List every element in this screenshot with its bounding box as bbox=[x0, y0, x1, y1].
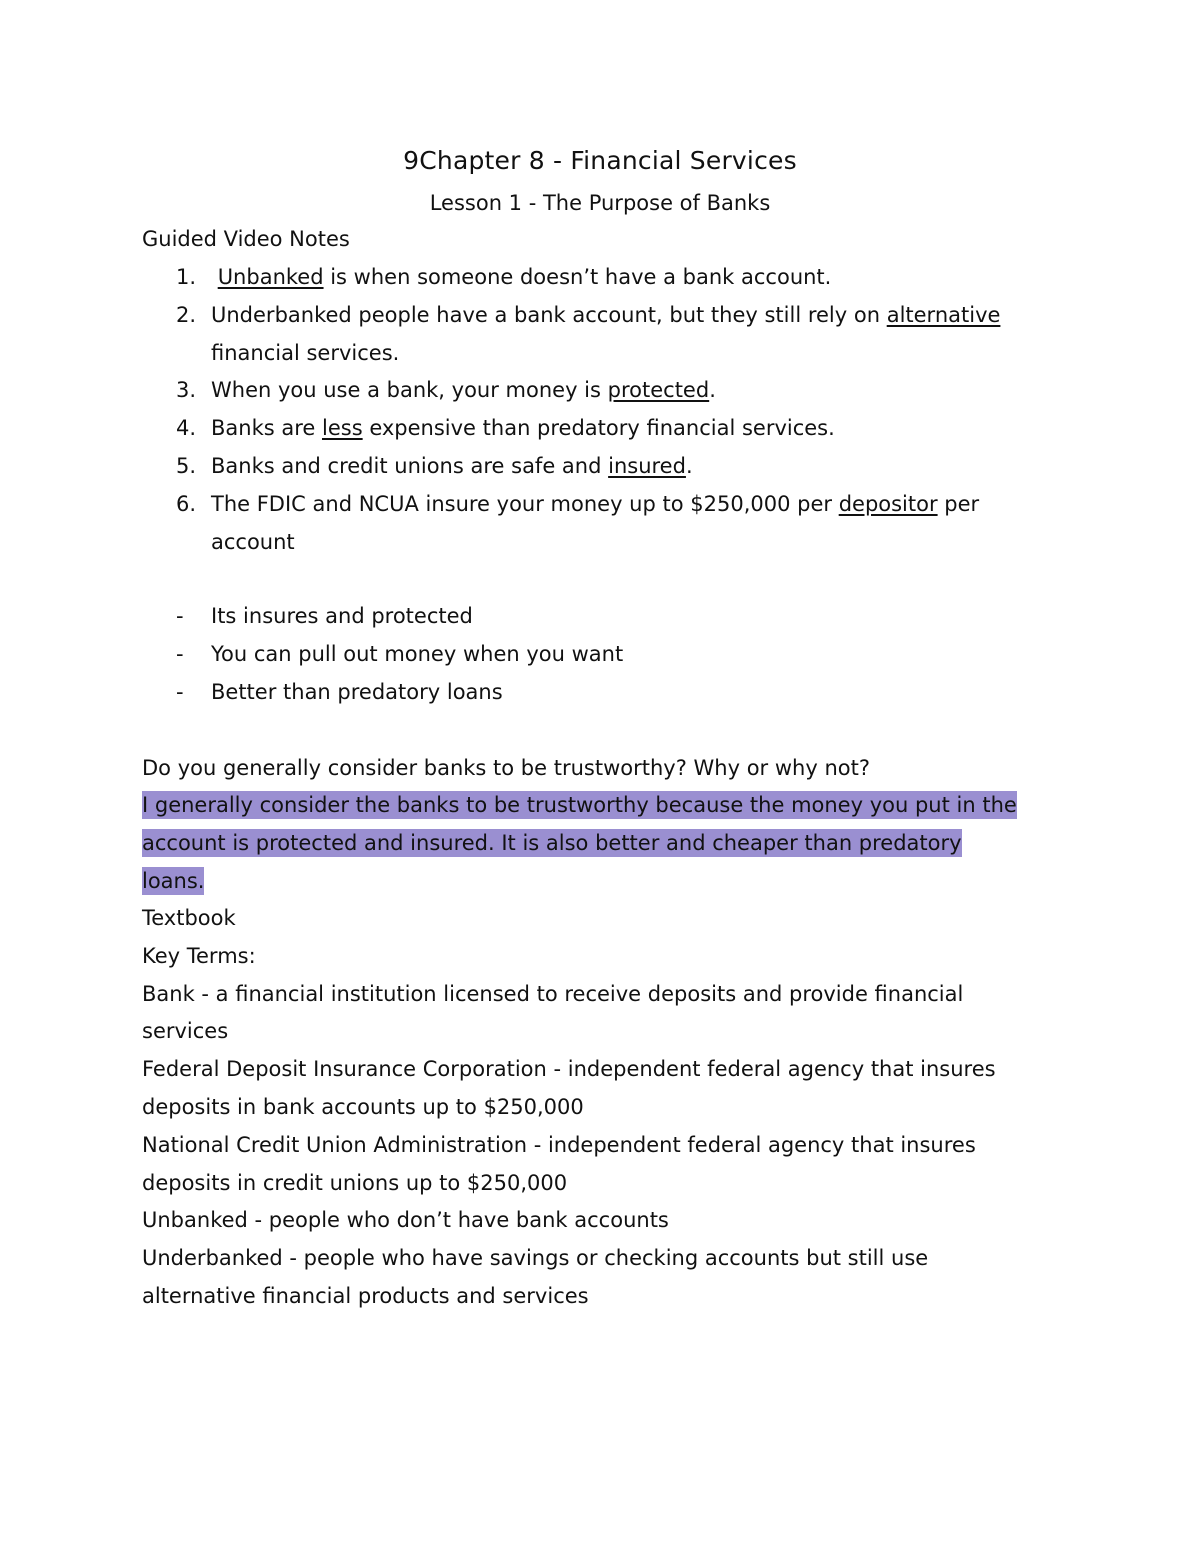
list-item-continuation: financial services. bbox=[211, 340, 400, 365]
highlighted-text: account is protected and insured. It is also better and cheaper than predatory bbox=[142, 830, 962, 855]
answer-line bbox=[142, 863, 1072, 901]
list-item-text-pre bbox=[211, 265, 218, 289]
list-number: 3. bbox=[176, 378, 197, 403]
textbook-heading: Textbook bbox=[142, 906, 236, 930]
list-item-text bbox=[211, 378, 716, 402]
list-item-text-pre: The FDIC and NCUA insure your money up to $250,000 per bbox=[211, 491, 839, 516]
list-item bbox=[142, 372, 1072, 410]
list-item bbox=[142, 410, 1072, 448]
list-item-text-post: . bbox=[685, 453, 693, 478]
list-item-text-post: is when someone doesn’t have a bank account. bbox=[323, 265, 832, 289]
list-number: 2. bbox=[176, 302, 197, 327]
question-block bbox=[142, 750, 1072, 788]
key-term-line: Federal Deposit Insurance Corporation - independent federal agency that insures bbox=[142, 1057, 996, 1082]
underlined-term: alternative bbox=[886, 302, 1001, 327]
list-item bbox=[142, 486, 1072, 562]
underlined-term: insured bbox=[608, 453, 686, 478]
list-item-text-pre: Banks are bbox=[211, 416, 322, 441]
list-item-text-pre: Banks and credit unions are safe and bbox=[211, 453, 609, 478]
highlighted-answer bbox=[142, 787, 1072, 900]
list-number: 5. bbox=[176, 453, 197, 478]
list-item-text: Better than predatory loans bbox=[211, 679, 503, 704]
list-item bbox=[142, 297, 1072, 373]
key-term-line: deposits in credit unions up to $250,000 bbox=[142, 1170, 568, 1195]
list-number: 6. bbox=[176, 491, 197, 516]
page-subtitle: Lesson 1 - The Purpose of Banks bbox=[429, 191, 771, 215]
key-term-line: Underbanked - people who have savings or checking accounts but still use bbox=[142, 1246, 929, 1271]
key-term-line: National Credit Union Administration - independent federal agency that insures bbox=[142, 1132, 976, 1157]
list-item-text bbox=[211, 454, 693, 478]
list-item-text-pre: When you use a bank, your money is bbox=[211, 378, 608, 403]
list-item-text-post: . bbox=[709, 378, 716, 403]
list-item-text-post: per bbox=[937, 491, 980, 516]
list-item-continuation: account bbox=[211, 529, 295, 554]
guided-notes-heading: Guided Video Notes bbox=[142, 227, 350, 251]
key-term-line: Unbanked - people who don’t have bank accounts bbox=[142, 1208, 669, 1233]
page-title: 9Chapter 8 - Financial Services bbox=[403, 146, 797, 175]
underlined-term: less bbox=[322, 416, 363, 441]
question-prompt: Do you generally consider banks to be trustworthy? Why or why not? bbox=[142, 756, 870, 780]
list-item-text-pre: Underbanked people have a bank account, but they still rely on bbox=[211, 302, 887, 327]
list-item-text bbox=[211, 297, 1072, 335]
list-item bbox=[142, 674, 1072, 712]
key-term-line: deposits in bank accounts up to $250,000 bbox=[142, 1094, 584, 1119]
key-term-line: Bank - a financial institution licensed to receive deposits and provide financial bbox=[142, 981, 964, 1006]
highlighted-text: I generally consider the banks to be trustworthy because the money you put in the bbox=[142, 793, 1017, 817]
dash-marker: - bbox=[176, 641, 184, 666]
underlined-term: protected bbox=[607, 378, 710, 403]
textbook-section bbox=[142, 900, 1072, 1316]
list-item bbox=[142, 636, 1072, 674]
list-item bbox=[142, 259, 1072, 297]
list-number: 1. bbox=[176, 265, 197, 289]
list-item bbox=[142, 598, 1072, 636]
list-item-text bbox=[211, 416, 835, 440]
list-item-text: Its insures and protected bbox=[211, 604, 473, 628]
list-item-text: You can pull out money when you want bbox=[211, 641, 624, 666]
list-item-text bbox=[211, 265, 831, 289]
list-item-text bbox=[211, 486, 1072, 524]
guided-notes-list bbox=[142, 259, 1072, 561]
underlined-term: depositor bbox=[838, 491, 938, 516]
key-term-line: services bbox=[142, 1019, 229, 1044]
dash-marker: - bbox=[176, 679, 184, 704]
reasons-list bbox=[142, 598, 1072, 711]
key-term-line: alternative financial products and services bbox=[142, 1283, 589, 1308]
dash-marker: - bbox=[176, 604, 184, 628]
list-item bbox=[142, 448, 1072, 486]
answer-line bbox=[142, 825, 1072, 863]
underlined-term: Unbanked bbox=[217, 265, 324, 289]
answer-line bbox=[142, 787, 1072, 825]
guided-notes-heading-block bbox=[142, 221, 1072, 259]
highlighted-text: loans. bbox=[142, 868, 205, 893]
list-item-text-post: expensive than predatory financial services. bbox=[362, 416, 835, 441]
list-number: 4. bbox=[176, 416, 197, 441]
key-terms-heading: Key Terms: bbox=[142, 943, 256, 968]
